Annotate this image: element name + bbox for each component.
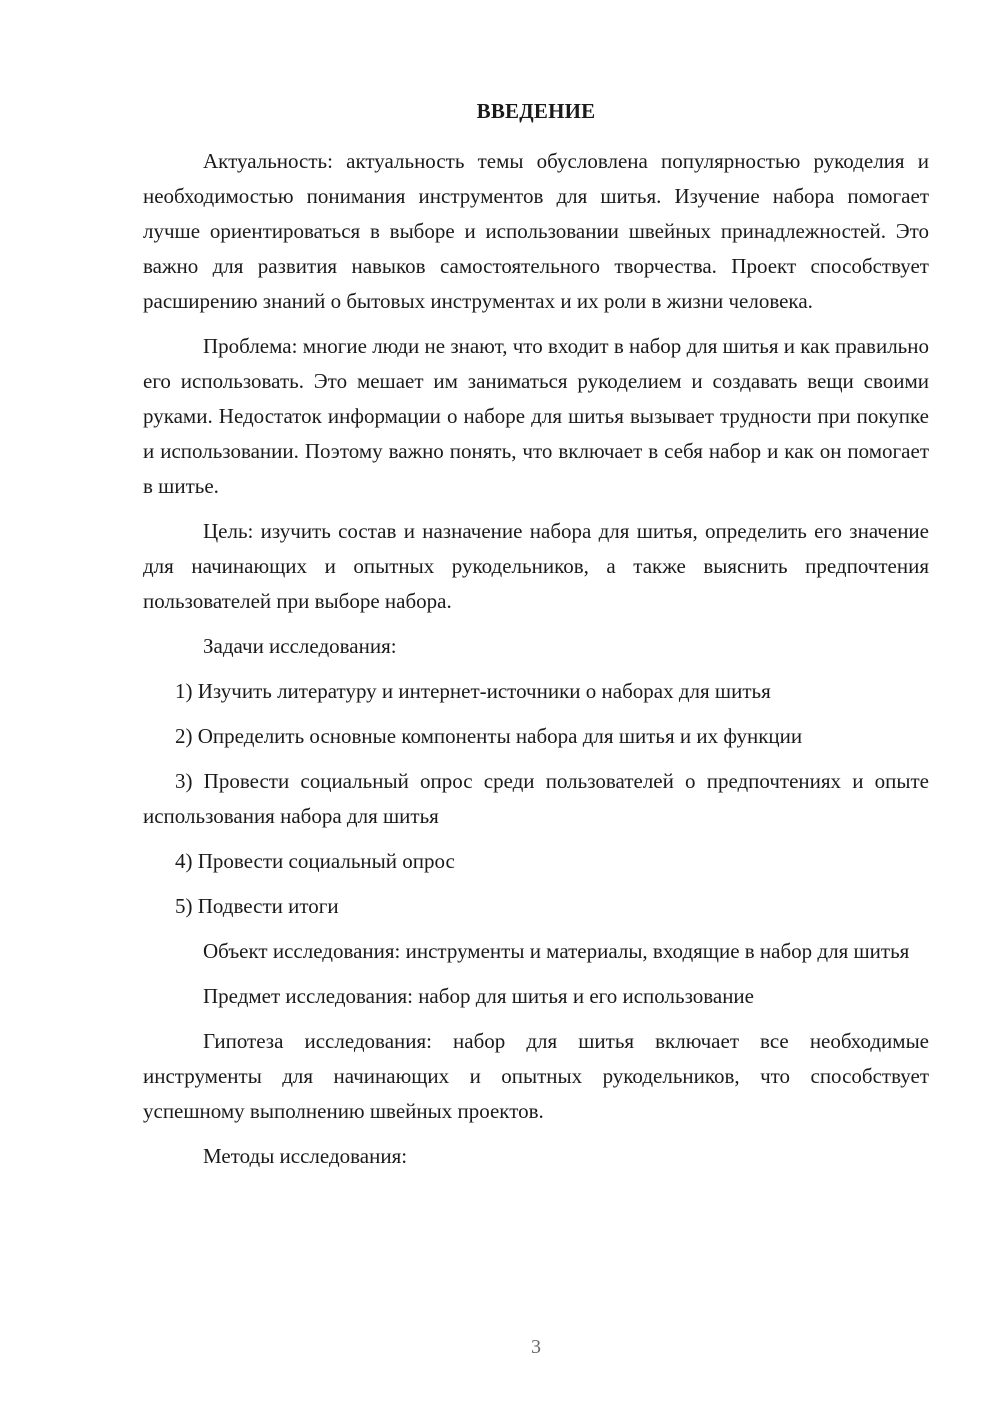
paragraph-problem: Проблема: многие люди не знают, что входит в набор для шитья и как правильно его использовать. Это мешает им заниматься рукоделием и создавать вещи своими руками. Недостаток информации о наборе для шитья вызывает трудности при покупке и использовании. Поэтому важно понять, что включает в себя набор и как он помогает в шитье. bbox=[143, 334, 929, 498]
page-title: ВВЕДЕНИЕ bbox=[476, 99, 596, 123]
task-item-5: 5) Подвести итоги bbox=[175, 894, 339, 918]
task-item-3: 3) Провести социальный опрос среди пользователей о предпочтениях и опыте использования набора для шитья bbox=[143, 769, 929, 828]
paragraph-hypothesis: Гипотеза исследования: набор для шитья включает все необходимые инструменты для начинающих и опытных рукодельников, что способствует успешному выполнению швейных проектов. bbox=[143, 1029, 929, 1123]
task-item-2: 2) Определить основные компоненты набора для шитья и их функции bbox=[175, 724, 803, 748]
document-page bbox=[143, 0, 929, 1414]
paragraph-relevance: Актуальность: актуальность темы обусловлена популярностью рукоделия и необходимостью понимания инструментов для шитья. Изучение набора помогает лучше ориентироваться в выборе и использовании швейных принадлежностей. Это важно для развития навыков самостоятельного творчества. Проект способствует расширению знаний о бытовых инструментах и их роли в жизни человека. bbox=[143, 149, 929, 313]
paragraph-subject: Предмет исследования: набор для шитья и его использование bbox=[203, 984, 754, 1008]
paragraph-methods: Методы исследования: bbox=[203, 1144, 408, 1168]
paragraph-object: Объект исследования: инструменты и материалы, входящие в набор для шитья bbox=[203, 939, 910, 963]
task-item-4: 4) Провести социальный опрос bbox=[175, 849, 455, 873]
task-item-1: 1) Изучить литературу и интернет-источники о наборах для шитья bbox=[175, 679, 771, 703]
document-body bbox=[143, 144, 929, 1184]
paragraph-tasks-heading: Задачи исследования: bbox=[203, 634, 397, 658]
page-number: 3 bbox=[531, 1336, 541, 1358]
paragraph-goal: Цель: изучить состав и назначение набора для шитья, определить его значение для начинающих и опытных рукодельников, а также выяснить предпочтения пользователей при выборе набора. bbox=[143, 519, 929, 613]
